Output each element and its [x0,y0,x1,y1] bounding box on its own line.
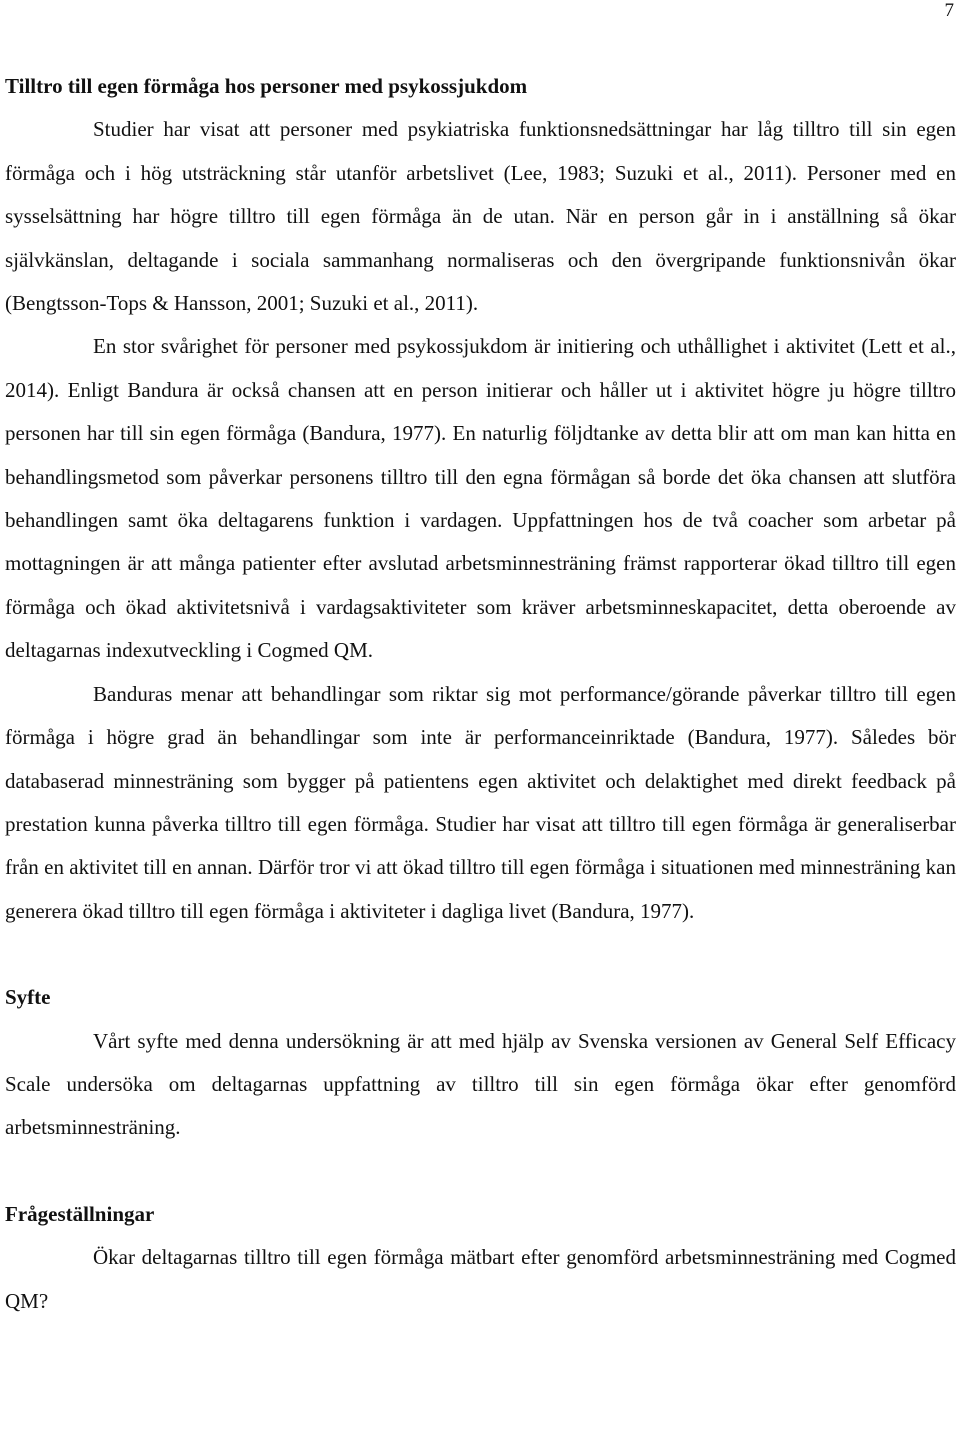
paragraph-fragestallningar: Ökar deltagarnas tilltro till egen förmåga mätbart efter genomförd arbetsminnesträning med Cogmed QM? [5,1245,956,1313]
page-number: 7 [944,0,954,21]
section-heading-syfte: Syfte [5,985,51,1010]
section-heading-tilltro: Tilltro till egen förmåga hos personer med psykossjukdom [5,74,528,98]
document-body [5,65,956,1323]
paragraph-syfte: Vårt syfte med denna undersökning är att med hjälp av Svenska versionen av General Self Efficacy Scale undersöka om deltagarnas uppfattning av tilltro till sin egen förmåga ökar efter genomförd arbetsminnesträning. [5,1028,956,1140]
paragraph-tilltro-2: En stor svårighet för personer med psykossjukdom är initiering och uthållighet i aktivitet (Lett et al., 2014). Enligt Bandura är också chansen att en person initierar och håller ut i aktivitet högre ju högre tilltro personen har till sin egen förmåga (Bandura, 1977). En naturlig följdtanke av detta blir att om man kan hitta en behandlingsmetod som påverkar personens tilltro till den egna förmågan så borde det öka chansen att slutföra behandlingen samt öka deltagarens funktion i vardagen. Uppfattningen hos de två coacher som arbetar på mottagningen är att många patienter efter avslutad arbetsminnesträning främst rapporterar ökad tilltro till egen förmåga och ökad aktivitetsnivå i vardagsaktiviteter som kräver arbetsminneskapacitet, detta oberoende av deltagarnas indexutveckling i Cogmed QM. [5,334,956,663]
paragraph-tilltro-1: Studier har visat att personer med psykiatriska funktionsnedsättningar har låg tilltro till sin egen förmåga och i hög utsträckning står utanför arbetslivet (Lee, 1983; Suzuki et al., 2011). Personer med en sysselsättning har högre tilltro till egen förmåga än de utan. När en person går in i anställning så ökar självkänslan, deltagande i sociala sammanhang normaliseras och den övergripande funktionsnivån ökar (Bengtsson-Tops & Hansson, 2001; Suzuki et al., 2011). [5,117,956,316]
paragraph-tilltro-3: Banduras menar att behandlingar som riktar sig mot performance/görande påverkar tilltro till egen förmåga i högre grad än behandlingar som inte är performanceinriktade (Bandura, 1977). Således bör databaserad minnesträning som bygger på patientens egen aktivitet och delaktighet med direkt feedback på prestation kunna påverka tilltro till egen förmåga. Studier har visat att tilltro till egen förmåga är generaliserbar från en aktivitet till en annan. Därför tror vi att ökad tilltro till egen förmåga i situationen med minnesträning kan generera ökad tilltro till egen förmåga i aktiviteter i dagliga livet (Bandura, 1977). [5,681,956,923]
section-spacer [5,933,956,976]
section-spacer [5,1150,956,1193]
section-heading-fragestallningar: Frågeställningar [5,1201,155,1226]
